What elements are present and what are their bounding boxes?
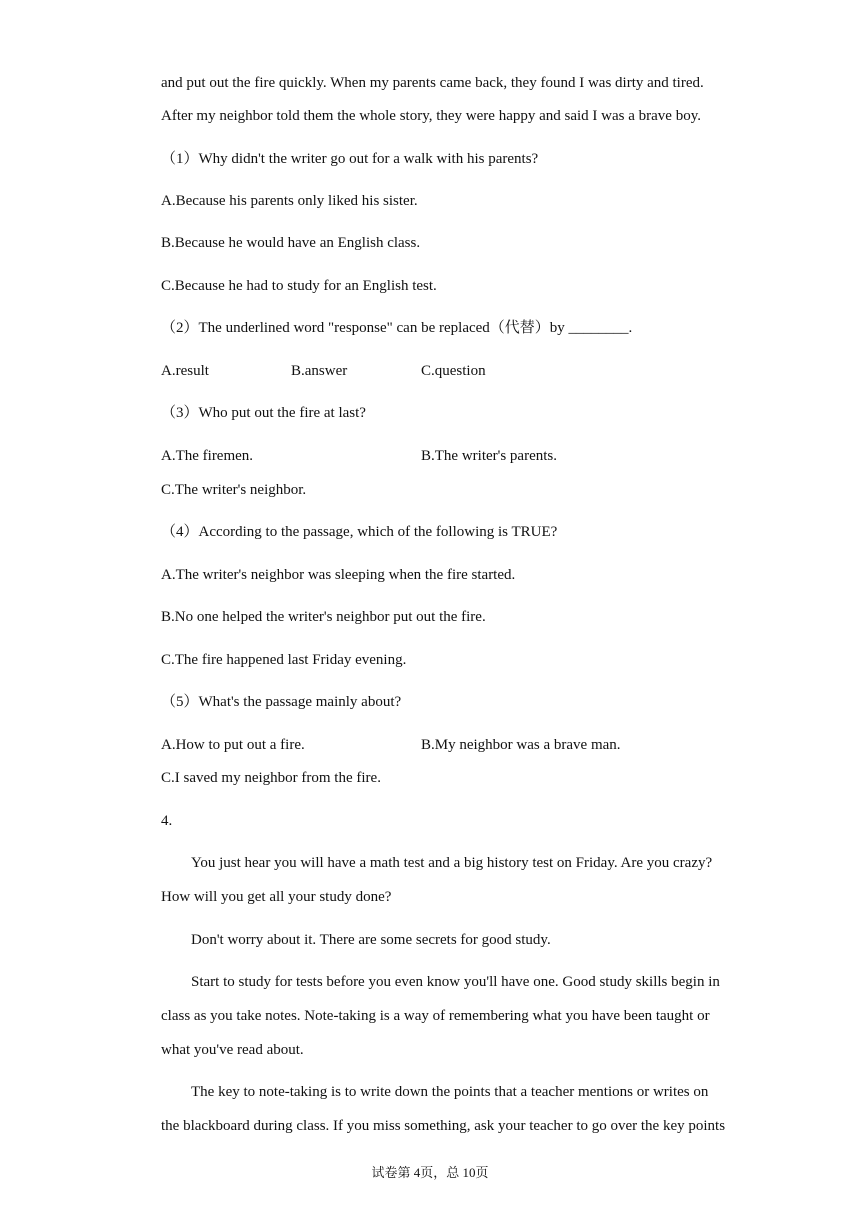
page-footer: 试卷第 4页，总 10页 (371, 1165, 489, 1180)
question-2-option-b: B.answer (291, 363, 348, 379)
paragraph-line: Don't worry about it. There are some secrets for good study. (191, 932, 551, 948)
question-1-option-a: A.Because his parents only liked his sister. (161, 193, 418, 209)
paragraph-line: Start to study for tests before you even know you'll have one. Good study skills begin in (191, 974, 720, 990)
paragraph-line: You just hear you will have a math test and a big history test on Friday. Are you crazy? (191, 855, 713, 871)
question-3-option-b: B.The writer's parents. (421, 448, 557, 464)
passage-line: and put out the fire quickly. When my parents came back, they found I was dirty and tired. (161, 75, 704, 91)
question-2-stem: （2）The underlined word "response" can be replaced（代替）by ________. (161, 320, 633, 336)
section-number: 4. (161, 813, 173, 829)
paragraph-line: How will you get all your study done? (161, 889, 392, 905)
paragraph-line: The key to note-taking is to write down the points that a teacher mentions or writes on (191, 1084, 709, 1100)
question-2-option-a: A.result (161, 363, 209, 379)
paragraph-line: the blackboard during class. If you miss something, ask your teacher to go over the key points (161, 1118, 726, 1134)
paragraph-line: class as you take notes. Note-taking is a way of remembering what you have been taught or (161, 1008, 710, 1024)
question-4-option-a: A.The writer's neighbor was sleeping when the fire started. (161, 567, 516, 583)
question-5-option-b: B.My neighbor was a brave man. (421, 737, 621, 753)
question-1-option-b: B.Because he would have an English class. (161, 235, 421, 251)
paragraph-line: what you've read about. (161, 1042, 304, 1058)
question-4-stem: （4）According to the passage, which of the following is TRUE? (161, 524, 558, 540)
passage-line: After my neighbor told them the whole story, they were happy and said I was a brave boy. (161, 108, 701, 124)
question-1-option-c: C.Because he had to study for an English test. (161, 278, 437, 294)
question-2-option-c: C.question (421, 363, 486, 379)
question-3-option-c: C.The writer's neighbor. (161, 482, 307, 498)
question-4-option-c: C.The fire happened last Friday evening. (161, 652, 407, 668)
question-5-option-a: A.How to put out a fire. (161, 737, 305, 753)
question-5-option-c: C.I saved my neighbor from the fire. (161, 770, 381, 786)
question-1-stem: （1）Why didn't the writer go out for a walk with his parents? (161, 151, 539, 167)
question-5-stem: （5）What's the passage mainly about? (161, 694, 402, 710)
question-3-option-a: A.The firemen. (161, 448, 254, 464)
question-3-stem: （3）Who put out the fire at last? (161, 405, 366, 421)
question-4-option-b: B.No one helped the writer's neighbor put out the fire. (161, 609, 486, 625)
